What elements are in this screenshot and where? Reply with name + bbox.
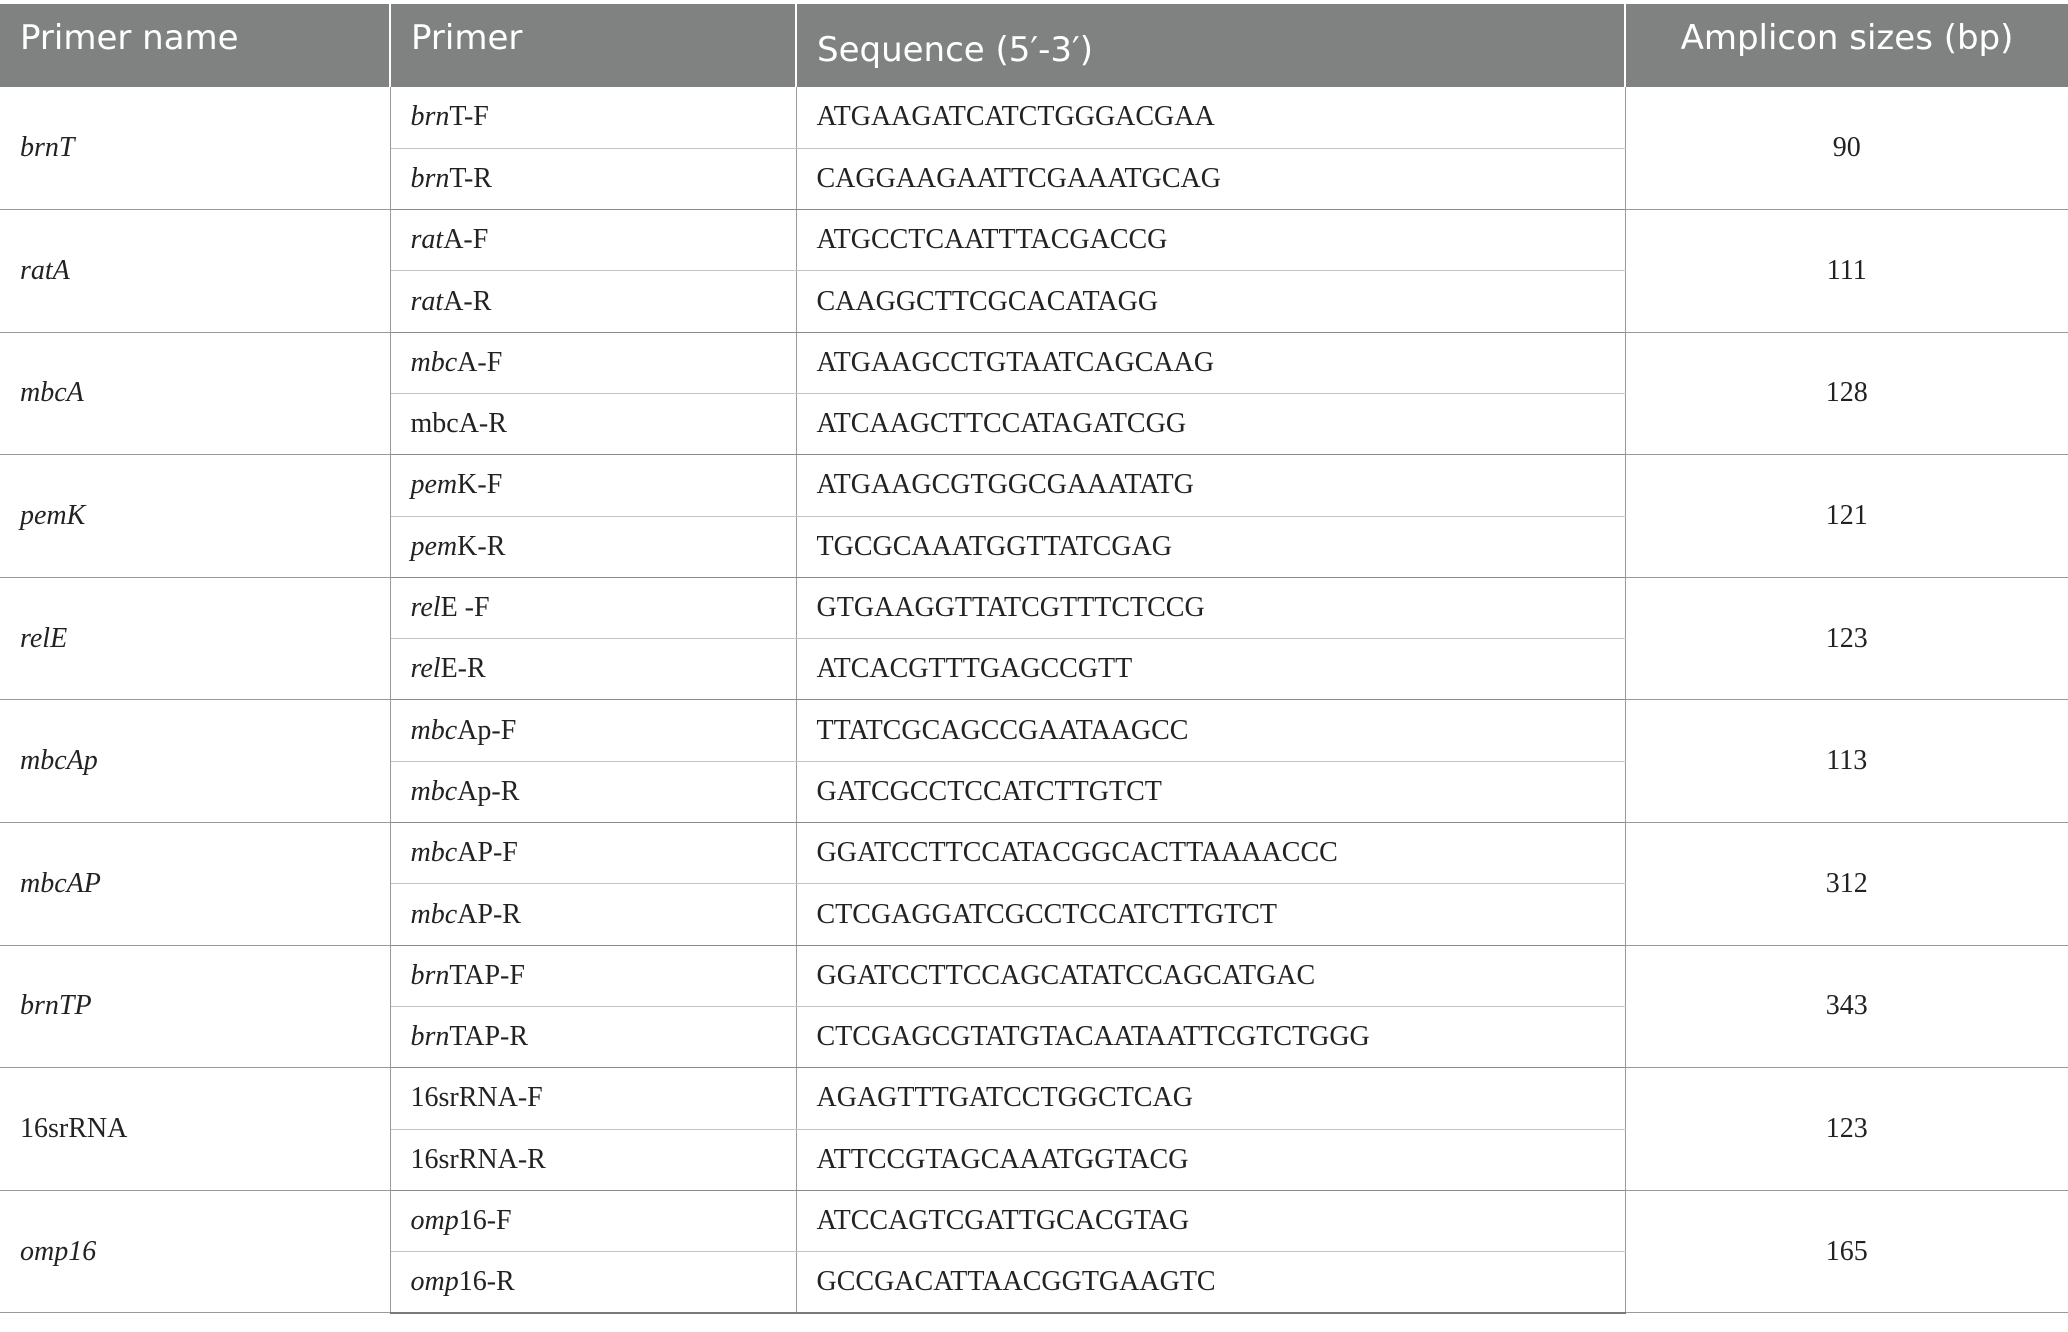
forward-primer-prefix: pem	[410, 469, 458, 501]
reverse-sequence-cell: TGCGCAAATGGTTATCGAG	[796, 516, 1625, 577]
forward-primer-cell	[390, 455, 796, 516]
amplicon-size-cell: 312	[1625, 823, 2068, 946]
amplicon-size-cell: 128	[1625, 332, 2068, 455]
primer-name-cell: omp16	[0, 1190, 390, 1313]
forward-primer-cell	[390, 1190, 796, 1251]
primer-name-cell: mbcAp	[0, 700, 390, 823]
reverse-primer-suffix: E-R	[440, 653, 486, 685]
reverse-primer-cell	[390, 148, 796, 209]
forward-primer-cell	[390, 87, 796, 148]
reverse-sequence-cell: ATCACGTTTGAGCCGTT	[796, 639, 1625, 700]
reverse-primer-prefix: pem	[410, 530, 458, 562]
forward-primer-suffix: E -F	[440, 592, 490, 624]
reverse-sequence-cell: GATCGCCTCCATCTTGTCT	[796, 761, 1625, 822]
reverse-sequence-cell: CTCGAGCGTATGTACAATAATTCGTCTGGG	[796, 1006, 1625, 1067]
forward-primer-suffix: 16srRNA-F	[410, 1082, 543, 1114]
primer-table	[0, 4, 2068, 1314]
forward-primer-suffix: A-F	[443, 224, 489, 256]
reverse-primer-cell	[390, 639, 796, 700]
reverse-primer-cell	[390, 1252, 796, 1313]
primer-name-cell: brnT	[0, 87, 390, 210]
forward-sequence-cell: AGAGTTTGATCCTGGCTCAG	[796, 1068, 1625, 1129]
reverse-primer-cell	[390, 271, 796, 332]
reverse-primer-suffix: mbcA-R	[410, 408, 507, 440]
forward-primer-suffix: TAP-F	[449, 959, 525, 991]
table-row	[0, 700, 2068, 761]
amplicon-size-cell: 121	[1625, 455, 2068, 578]
reverse-sequence-cell: CAGGAAGAATTCGAAATGCAG	[796, 148, 1625, 209]
primer-name-cell: 16srRNA	[0, 1068, 390, 1191]
header-primer-name: Primer name	[0, 4, 390, 87]
forward-primer-prefix: brn	[410, 959, 450, 991]
forward-primer-prefix: mbc	[410, 837, 458, 869]
forward-primer-prefix: rat	[410, 224, 444, 256]
reverse-sequence-cell: CAAGGCTTCGCACATAGG	[796, 271, 1625, 332]
reverse-primer-suffix: A-R	[443, 285, 492, 317]
reverse-primer-cell	[390, 516, 796, 577]
header-amplicon-size: Amplicon sizes (bp)	[1625, 4, 2068, 87]
table-row	[0, 210, 2068, 271]
amplicon-size-cell: 90	[1625, 87, 2068, 210]
amplicon-size-cell: 111	[1625, 210, 2068, 333]
reverse-primer-suffix: 16-R	[458, 1266, 515, 1298]
reverse-sequence-cell: CTCGAGGATCGCCTCCATCTTGTCT	[796, 884, 1625, 945]
forward-primer-suffix: T-F	[449, 101, 489, 133]
primer-name-cell: ratA	[0, 210, 390, 333]
table-header	[0, 4, 2068, 87]
table-row	[0, 577, 2068, 638]
forward-primer-cell	[390, 332, 796, 393]
table-row	[0, 945, 2068, 1006]
reverse-sequence-cell: ATCAAGCTTCCATAGATCGG	[796, 393, 1625, 454]
reverse-primer-cell	[390, 1129, 796, 1190]
amplicon-size-cell: 113	[1625, 700, 2068, 823]
forward-primer-suffix: Ap-F	[457, 714, 517, 746]
forward-sequence-cell: TTATCGCAGCCGAATAAGCC	[796, 700, 1625, 761]
table-body	[0, 87, 2068, 1313]
forward-sequence-cell: ATGAAGCCTGTAATCAGCAAG	[796, 332, 1625, 393]
table-row	[0, 823, 2068, 884]
primer-name-cell: mbcA	[0, 332, 390, 455]
forward-sequence-cell: GTGAAGGTTATCGTTTCTCCG	[796, 577, 1625, 638]
forward-sequence-cell: GGATCCTTCCAGCATATCCAGCATGAC	[796, 945, 1625, 1006]
reverse-primer-suffix: T-R	[449, 162, 492, 194]
table-row	[0, 332, 2068, 393]
reverse-primer-prefix: omp	[410, 1266, 459, 1298]
primer-table-container	[0, 4, 2068, 1314]
header-primer: Primer	[390, 4, 796, 87]
header-row	[0, 4, 2068, 87]
forward-sequence-cell: ATGAAGATCATCTGGGACGAA	[796, 87, 1625, 148]
reverse-sequence-cell: GCCGACATTAACGGTGAAGTC	[796, 1252, 1625, 1313]
reverse-primer-prefix: mbc	[410, 775, 458, 807]
forward-primer-suffix: 16-F	[458, 1204, 512, 1236]
amplicon-size-cell: 343	[1625, 945, 2068, 1068]
primer-name-cell: pemK	[0, 455, 390, 578]
forward-primer-suffix: AP-F	[457, 837, 518, 869]
amplicon-size-cell: 165	[1625, 1190, 2068, 1313]
forward-primer-cell	[390, 210, 796, 271]
reverse-primer-prefix: brn	[410, 1021, 450, 1053]
reverse-sequence-cell: ATTCCGTAGCAAATGGTACG	[796, 1129, 1625, 1190]
forward-sequence-cell: ATGCCTCAATTTACGACCG	[796, 210, 1625, 271]
forward-primer-prefix: mbc	[410, 714, 458, 746]
forward-primer-cell	[390, 700, 796, 761]
forward-primer-cell	[390, 945, 796, 1006]
reverse-primer-suffix: TAP-R	[449, 1021, 529, 1053]
table-row	[0, 1068, 2068, 1129]
primer-name-cell: relE	[0, 577, 390, 700]
forward-sequence-cell: ATGAAGCGTGGCGAAATATG	[796, 455, 1625, 516]
primer-name-cell: mbcAP	[0, 823, 390, 946]
table-row	[0, 455, 2068, 516]
forward-primer-suffix: A-F	[457, 346, 503, 378]
forward-sequence-cell: GGATCCTTCCATACGGCACTTAAAACCC	[796, 823, 1625, 884]
reverse-primer-cell	[390, 761, 796, 822]
reverse-primer-prefix: brn	[410, 162, 450, 194]
reverse-primer-suffix: AP-R	[457, 898, 521, 930]
reverse-primer-cell	[390, 884, 796, 945]
reverse-primer-suffix: K-R	[457, 530, 506, 562]
reverse-primer-prefix: rel	[410, 653, 441, 685]
reverse-primer-prefix: mbc	[410, 898, 458, 930]
reverse-primer-cell	[390, 393, 796, 454]
reverse-primer-prefix: rat	[410, 285, 444, 317]
amplicon-size-cell: 123	[1625, 1068, 2068, 1191]
forward-primer-suffix: K-F	[457, 469, 503, 501]
table-row	[0, 1190, 2068, 1251]
reverse-primer-suffix: 16srRNA-R	[410, 1143, 546, 1175]
forward-primer-cell	[390, 1068, 796, 1129]
forward-sequence-cell: ATCCAGTCGATTGCACGTAG	[796, 1190, 1625, 1251]
reverse-primer-cell	[390, 1006, 796, 1067]
reverse-primer-suffix: Ap-R	[457, 775, 520, 807]
primer-name-cell: brnTP	[0, 945, 390, 1068]
forward-primer-prefix: brn	[410, 101, 450, 133]
forward-primer-cell	[390, 577, 796, 638]
forward-primer-prefix: omp	[410, 1204, 459, 1236]
forward-primer-cell	[390, 823, 796, 884]
header-sequence: Sequence (5′-3′)	[796, 4, 1625, 87]
forward-primer-prefix: mbc	[410, 346, 458, 378]
amplicon-size-cell: 123	[1625, 577, 2068, 700]
table-row	[0, 87, 2068, 148]
forward-primer-prefix: rel	[410, 592, 441, 624]
